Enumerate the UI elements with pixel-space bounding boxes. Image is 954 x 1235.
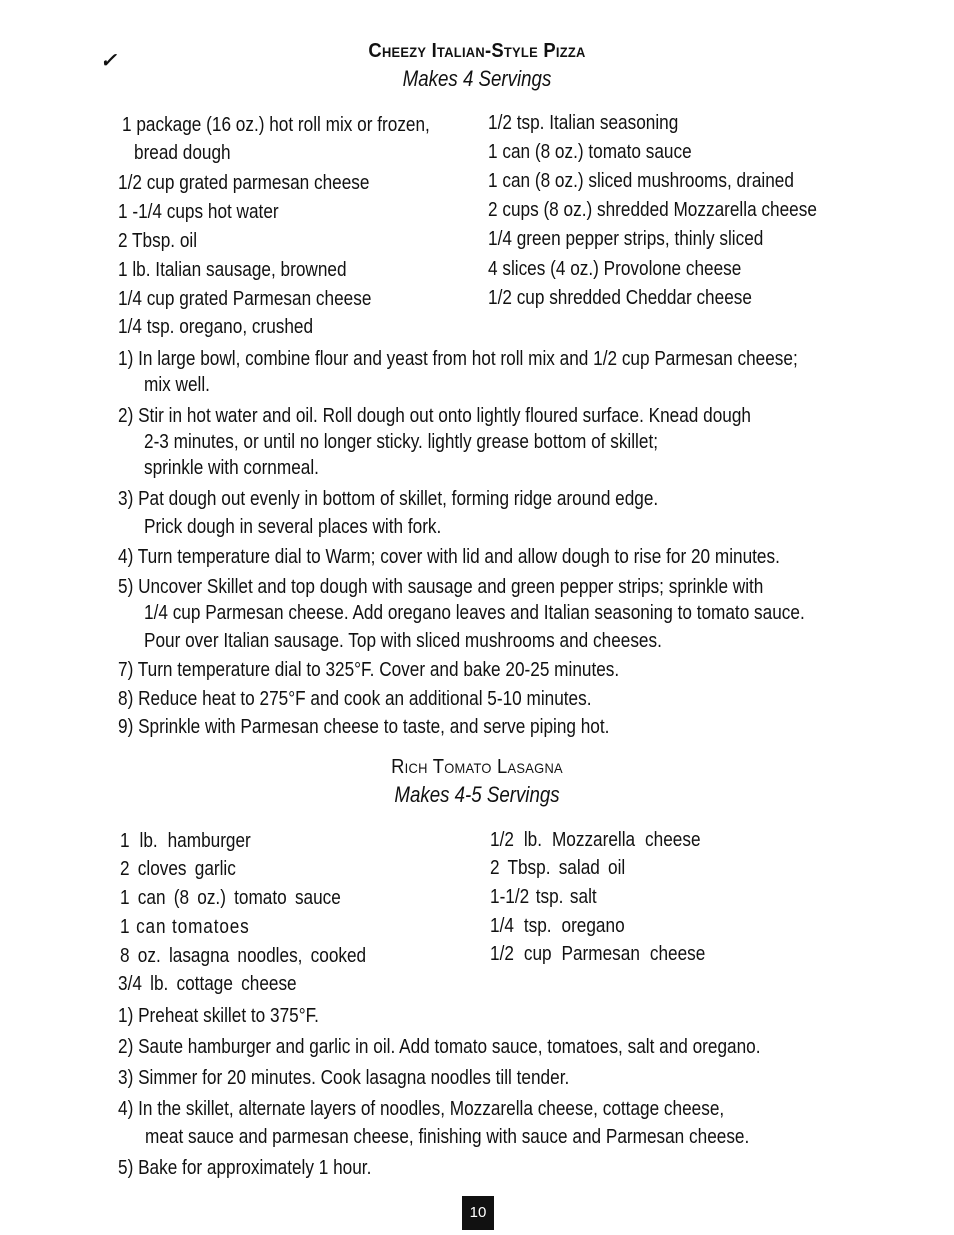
ingredient: 2 Tbsp. salad oil [490, 857, 626, 879]
ingredient: 1/4 tsp. oregano [490, 915, 625, 937]
ingredient: 1/2 cup Parmesan cheese [490, 943, 706, 965]
ingredient: 1 can (8 oz.) tomato sauce [488, 141, 692, 163]
step-line: mix well. [144, 374, 210, 396]
step-line: sprinkle with cornmeal. [144, 457, 319, 479]
step-line: 7) Turn temperature dial to 325°F. Cover and bake 20-25 minutes. [118, 659, 620, 681]
ingredient: 1/4 cup grated Parmesan cheese [118, 288, 372, 310]
ingredient: 1 can (8 oz.) tomato sauce [120, 887, 341, 909]
step-line: 5) Bake for approximately 1 hour. [118, 1157, 372, 1179]
step-line: 8) Reduce heat to 275°F and cook an additional 5-10 minutes. [118, 688, 592, 710]
step-line: meat sauce and parmesan cheese, finishing with sauce and Parmesan cheese. [145, 1126, 750, 1148]
ingredient: 1/2 cup grated parmesan cheese [118, 172, 370, 194]
ingredient: 1/4 green pepper strips, thinly sliced [488, 228, 764, 250]
ingredient: 2 Tbsp. oil [118, 230, 198, 252]
ingredient: 1-1/2 tsp. salt [490, 886, 597, 908]
step-line: 1) Preheat skillet to 375°F. [118, 1005, 319, 1027]
step-line: 9) Sprinkle with Parmesan cheese to taste, and serve piping hot. [118, 716, 610, 738]
step-line: 3) Pat dough out evenly in bottom of skillet, forming ridge around edge. [118, 488, 659, 510]
ingredient: 3/4 lb. cottage cheese [118, 973, 297, 995]
ingredient: 2 cloves garlic [120, 858, 236, 880]
step-line: 4) In the skillet, alternate layers of noodles, Mozzarella cheese, cottage cheese, [118, 1098, 725, 1120]
step-line: 2) Saute hamburger and garlic in oil. Add tomato sauce, tomatoes, salt and oregano. [118, 1036, 761, 1058]
ingredient: 1/2 cup shredded Cheddar cheese [488, 287, 752, 309]
ingredient: 1 lb. Italian sausage, browned [118, 259, 347, 281]
step-line: 1) In large bowl, combine flour and yeast from hot roll mix and 1/2 cup Parmesan cheese; [118, 348, 798, 370]
page-number: 10 [462, 1196, 494, 1230]
step-line: 1/4 cup Parmesan cheese. Add oregano leaves and Italian seasoning to tomato sauce. [144, 602, 805, 624]
recipe-servings-lasagna: Makes 4-5 Servings [394, 782, 560, 807]
ingredient: 4 slices (4 oz.) Provolone cheese [488, 258, 742, 280]
step-line: 2-3 minutes, or until no longer sticky. lightly grease bottom of skillet; [144, 431, 659, 453]
ingredient: 1 package (16 oz.) hot roll mix or frozen, [122, 114, 430, 136]
ingredient: bread dough [134, 142, 231, 164]
check-mark-icon: ✓ [100, 50, 117, 72]
ingredient: 1 -1/4 cups hot water [118, 201, 279, 223]
ingredient: 1 can (8 oz.) sliced mushrooms, drained [488, 170, 794, 192]
ingredient: 1 can tomatoes [120, 916, 250, 938]
recipe-title-pizza: Cheezy Italian-Style Pizza [368, 40, 586, 62]
ingredient: 1/2 lb. Mozzarella cheese [490, 829, 701, 851]
step-line: 3) Simmer for 20 minutes. Cook lasagna noodles till tender. [118, 1067, 570, 1089]
ingredient: 1/4 tsp. oregano, crushed [118, 316, 314, 338]
recipe-servings-pizza: Makes 4 Servings [402, 66, 552, 91]
step-line: Pour over Italian sausage. Top with sliced mushrooms and cheeses. [144, 630, 662, 652]
ingredient: 1/2 tsp. Italian seasoning [488, 112, 679, 134]
ingredient: 8 oz. lasagna noodles, cooked [120, 945, 367, 967]
step-line: Prick dough in several places with fork. [144, 516, 442, 538]
step-line: 5) Uncover Skillet and top dough with sausage and green pepper strips; sprinkle with [118, 576, 764, 598]
ingredient: 1 lb. hamburger [120, 830, 251, 852]
recipe-title-lasagna: Rich Tomato Lasagna [391, 756, 563, 778]
step-line: 2) Stir in hot water and oil. Roll dough out onto lightly floured surface. Knead dough [118, 405, 751, 427]
step-line: 4) Turn temperature dial to Warm; cover with lid and allow dough to rise for 20 minutes. [118, 546, 780, 568]
ingredient: 2 cups (8 oz.) shredded Mozzarella cheese [488, 199, 817, 221]
